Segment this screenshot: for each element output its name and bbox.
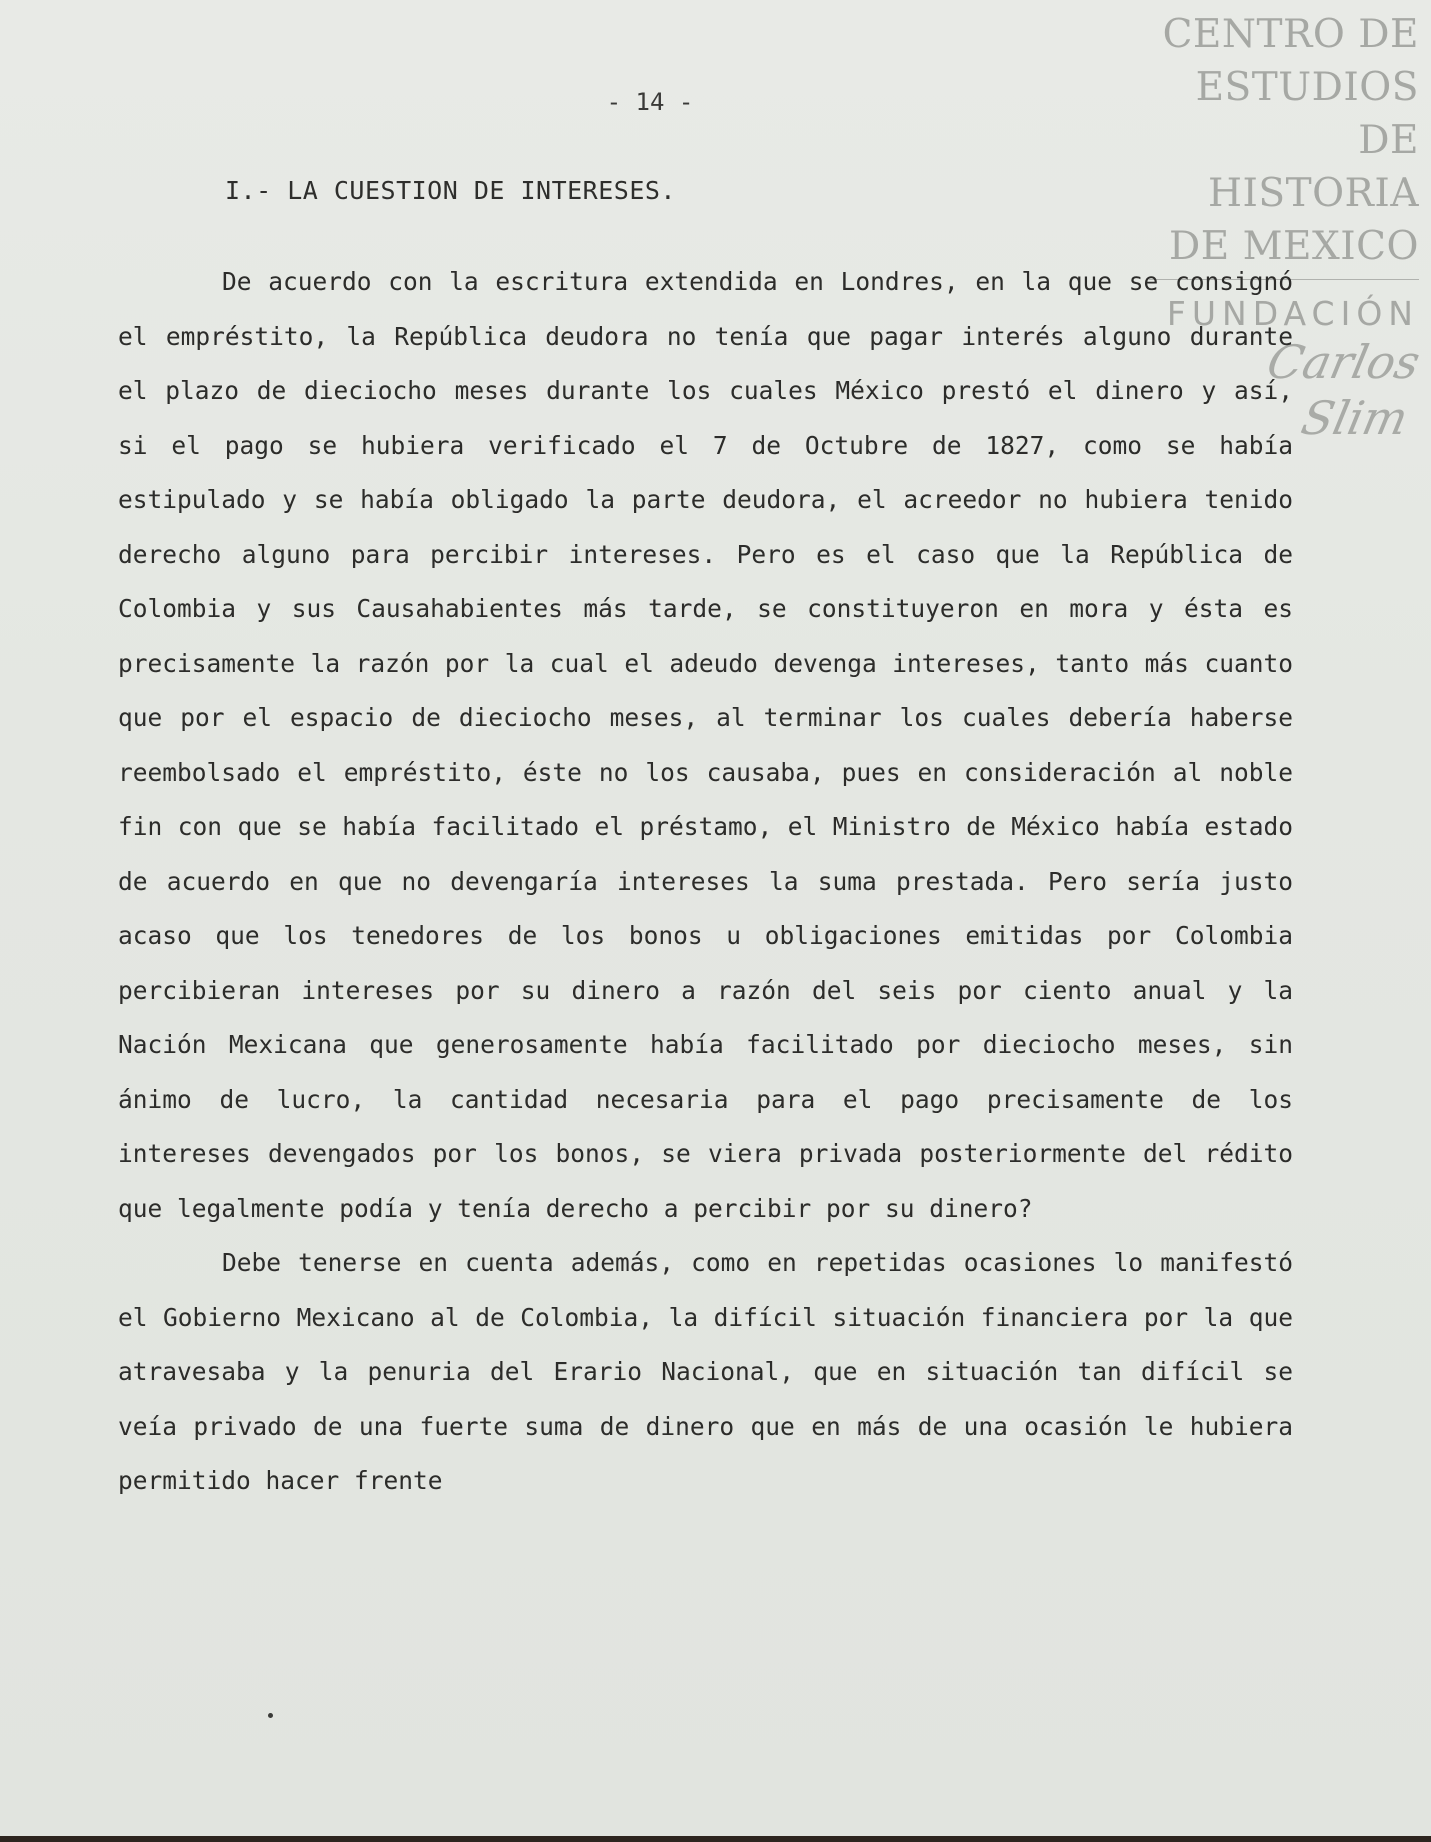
watermark-line-4: DE MEXICO	[1168, 224, 1419, 269]
body-text	[118, 255, 1293, 1509]
watermark-line-3: DE HISTORIA	[1207, 118, 1419, 216]
paragraph-1: De acuerdo con la escritura extendida en Londres, en la que se consignó el empréstito, la República deudora no tenía que pagar interés alguno durante el plazo de dieciocho meses durante los cuales México prestó el dinero y así, si el pago se hubiera verificado el 7 de Octubre de 1827, como se había estipulado y se había obligado la parte deudora, el acreedor no hubiera tenido derecho alguno para percibir intereses. Pero es el caso que la República de Colombia y sus Causahabientes más tarde, se constituyeron en mora y ésta es precisamente la razón por la cual el adeudo devenga intereses, tanto más cuanto que por el espacio de dieciocho meses, al terminar los cuales debería haberse reembolsado el empréstito, éste no los causaba, pues en consideración al noble fin con que se había facilitado el préstamo, el Ministro de México había estado de acuerdo en que no devengaría intereses la suma prestada. Pero sería justo acaso que los tenedores de los bonos u obligaciones emitidas por Colombia percibieran intereses por su dinero a razón del seis por ciento anual y la Nación Mexicana que generosamente había facilitado por dieciocho meses, sin ánimo de lucro, la cantidad necesaria para el pago precisamente de los intereses devengados por los bonos, se viera privada posteriormente del rédito que legalmente podía y tenía derecho a percibir por su dinero?	[118, 267, 1293, 1223]
page-number: - 14 -	[606, 88, 694, 116]
watermark-foundation: FUNDACIÓN	[1166, 294, 1419, 333]
ink-speck	[268, 1713, 273, 1718]
paragraph-2: Debe tenerse en cuenta además, como en repetidas ocasiones lo manifestó el Gobierno Mexicano al de Colombia, la difícil situación financiera por la que atravesaba y la penuria del Erario Nacional, que en situación tan difícil se veía privado de una fuerte suma de dinero que en más de una ocasión le hubiera permitido hacer frente	[118, 1248, 1293, 1495]
watermark-line-2: ESTUDIOS	[1195, 65, 1419, 110]
section-title: I.- LA CUESTION DE INTERESES.	[225, 176, 676, 205]
watermark-signature: Carlos Slim	[1262, 335, 1425, 445]
scan-edge	[0, 1836, 1431, 1842]
watermark-line-1: CENTRO DE	[1162, 12, 1419, 57]
